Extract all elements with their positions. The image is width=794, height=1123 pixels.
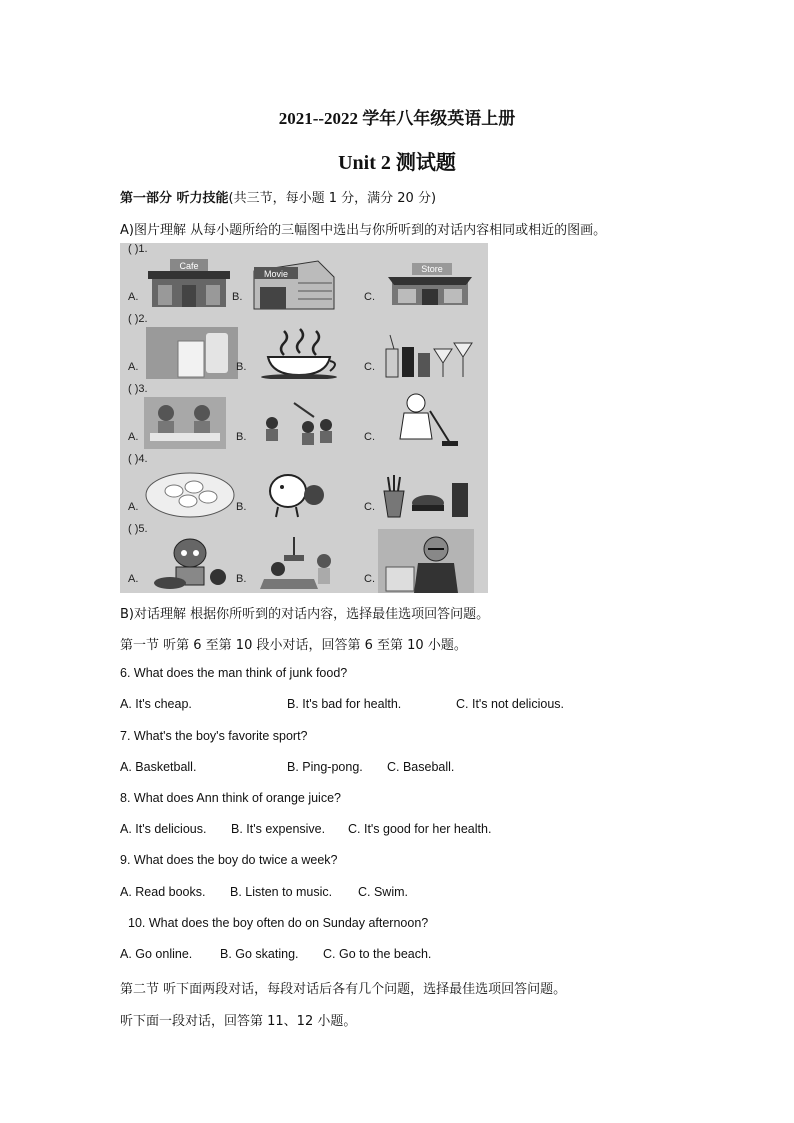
cinema-building-icon: [248, 257, 338, 311]
man-with-glasses-icon: [378, 529, 474, 593]
q8-option-b: B. It's expensive.: [231, 822, 326, 836]
hot-coffee-icon: [254, 327, 344, 379]
question-10: 10. What does the boy often do on Sunday afternoon?: [128, 916, 429, 930]
q7-option-c: C. Baseball.: [387, 760, 455, 774]
kids-playing-icon: [254, 399, 344, 449]
cold-drinks-icon: [382, 327, 474, 379]
q7-option-a: A. Basketball.: [120, 760, 197, 774]
option-label: B.: [236, 361, 247, 373]
q9-option-c: C. Swim.: [358, 885, 408, 899]
store-sign: Store: [421, 264, 443, 274]
q6-option-a: A. It's cheap.: [120, 697, 192, 711]
cafe-sign: Cafe: [179, 261, 199, 271]
option-label: C.: [364, 573, 375, 585]
dumplings-plate-icon: [144, 467, 236, 519]
question-8: 8. What does Ann think of orange juice?: [120, 791, 341, 805]
option-label: C.: [364, 291, 375, 303]
question-7: 7. What's the boy's favorite sport?: [120, 729, 308, 743]
question-6: 6. What does the man think of junk food?: [120, 666, 348, 680]
cartoon-chef-icon: [146, 533, 238, 593]
q6-option-c: C. It's not delicious.: [456, 697, 564, 711]
question-number: ( )5.: [128, 523, 148, 535]
option-label: B.: [236, 573, 247, 585]
movie-sign: Movie: [263, 269, 289, 279]
option-label: A.: [128, 431, 139, 443]
q10-option-c: C. Go to the beach.: [323, 947, 432, 961]
q10-option-a: A. Go online.: [120, 947, 193, 961]
dialog1-instruction: 听下面一段对话，回答第 11、12 小题。: [120, 1014, 357, 1029]
exam-subtitle: Unit 2 测试题: [338, 152, 456, 174]
q6-option-b: B. It's bad for health.: [287, 697, 402, 711]
section-b-instruction: B)对话理解 根据你所听到的对话内容，选择最佳选项回答问题。: [120, 607, 490, 622]
exam-title: 2021--2022 学年八年级英语上册: [278, 109, 516, 128]
option-label: A.: [128, 501, 139, 513]
dentist-scene-icon: [254, 533, 348, 593]
question-9: 9. What does the boy do twice a week?: [120, 853, 338, 867]
question-number: ( )4.: [128, 453, 148, 465]
option-label: A.: [128, 291, 139, 303]
picture-row-1: [120, 243, 488, 313]
jie2-instruction: 第二节 听下面两段对话，每段对话后各有几个问题，选择最佳选项回答问题。: [120, 982, 567, 997]
picture-row-4: [120, 453, 488, 523]
picture-row-3: [120, 383, 488, 453]
option-label: B.: [232, 291, 243, 303]
option-label: C.: [364, 361, 375, 373]
option-label: A.: [128, 361, 139, 373]
picture-row-2: [120, 313, 488, 383]
option-label: A.: [128, 573, 139, 585]
cartoon-eating-icon: [258, 465, 338, 521]
question-number: ( )1.: [128, 243, 148, 255]
fast-food-icon: [380, 467, 474, 519]
q9-option-b: B. Listen to music.: [230, 885, 333, 899]
option-label: B.: [236, 501, 247, 513]
listening-picture: [120, 243, 488, 593]
q8-option-a: A. It's delicious.: [120, 822, 207, 836]
option-label: C.: [364, 431, 375, 443]
picture-row-5: [120, 523, 488, 593]
part1-heading: [120, 187, 436, 206]
kids-at-table-icon: [144, 397, 226, 449]
q7-option-b: B. Ping-pong.: [287, 760, 363, 774]
option-label: B.: [236, 431, 247, 443]
question-number: ( )3.: [128, 383, 148, 395]
q10-option-b: B. Go skating.: [220, 947, 299, 961]
question-number: ( )2.: [128, 313, 148, 325]
q9-option-a: A. Read books.: [120, 885, 206, 899]
q8-option-c: C. It's good for her health.: [348, 822, 492, 836]
part1-heading-rest: (共三节，每小题 1 分，满分 20 分): [228, 191, 437, 206]
option-label: C.: [364, 501, 375, 513]
part1-heading-bold: 第一部分 听力技能: [120, 191, 229, 206]
section-a-instruction: A)图片理解 从每小题所给的三幅图中选出与你所听到的对话内容相同或相近的图画。: [120, 223, 607, 238]
cafe-building-icon: [148, 259, 230, 309]
store-building-icon: [388, 261, 472, 307]
woman-mopping-icon: [386, 391, 466, 451]
milk-glass-icon: [146, 327, 238, 379]
jie1-instruction: 第一节 听第 6 至第 10 段小对话，回答第 6 至第 10 小题。: [120, 638, 467, 653]
